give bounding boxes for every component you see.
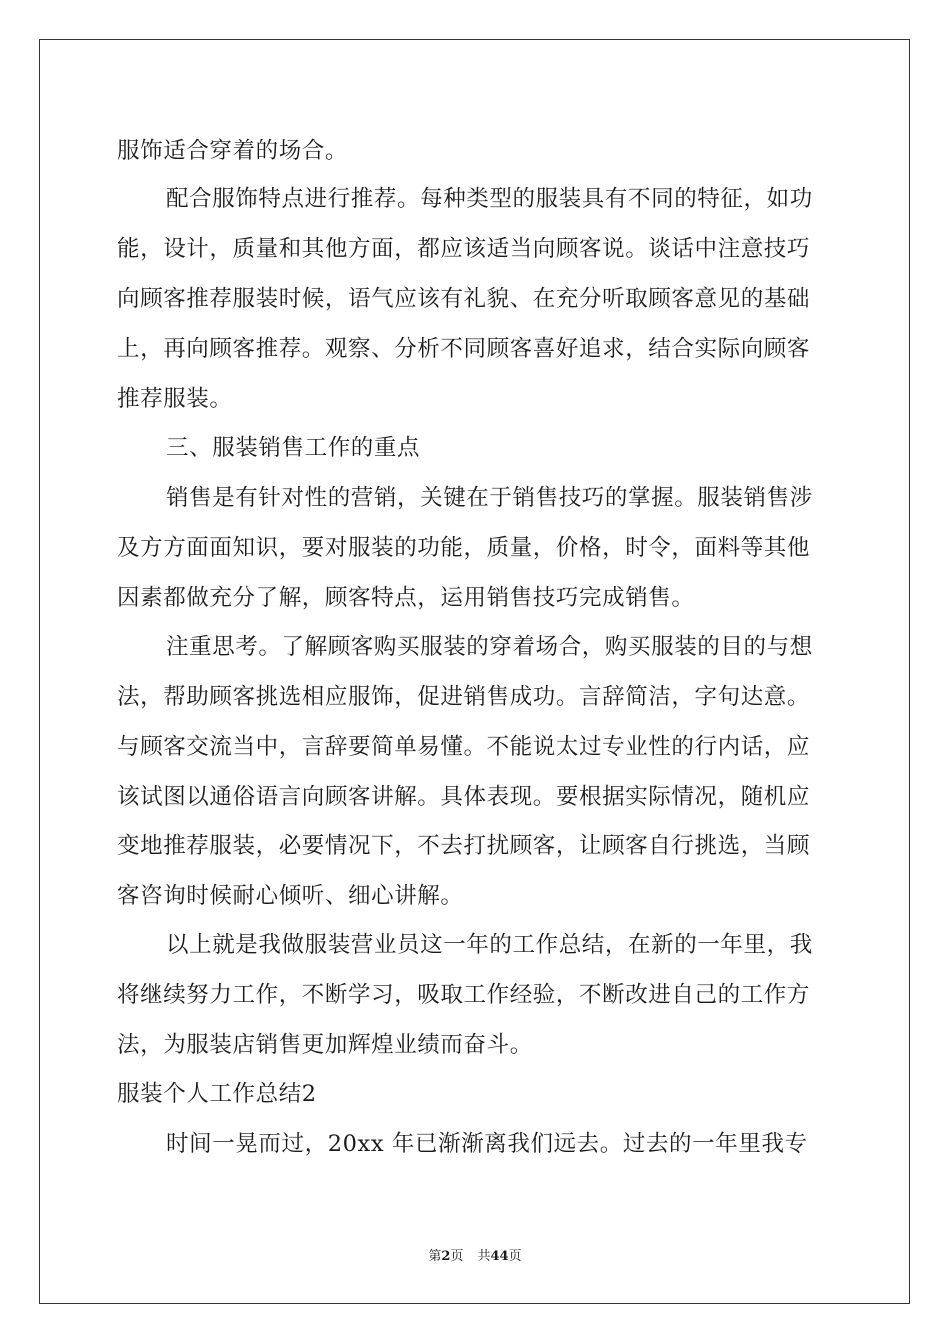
paragraph-line: 推荐服装。	[117, 386, 233, 412]
paragraph-line: 销售是有针对性的营销，关键在于销售技巧的掌握。服装销售涉	[166, 485, 813, 511]
paragraph-line: 配合服饰特点进行推荐。每种类型的服装具有不同的特征，如功	[166, 186, 813, 212]
paragraph-line: 向顾客推荐服装时候，语气应该有礼貌、在充分听取顾客意见的基础	[117, 286, 811, 312]
paragraph-line: 变地推荐服装，必要情况下，不去打扰顾客，让顾客自行挑选，当顾	[117, 833, 811, 859]
paragraph-line: 时间一晃而过，20xx 年已渐渐离我们远去。过去的一年里我专	[166, 1131, 808, 1157]
paragraph-line: 服饰适合穿着的场合。	[117, 138, 349, 164]
paragraph-line: 客咨询时候耐心倾听、细心讲解。	[117, 883, 464, 909]
paragraph-line: 上，再向顾客推荐。观察、分析不同顾客喜好追求，结合实际向顾客	[117, 336, 811, 362]
page-frame	[39, 39, 910, 1304]
paragraph-line: 与顾客交流当中，言辞要简单易懂。不能说太过专业性的行内话，应	[117, 734, 811, 760]
page-footer	[0, 1249, 950, 1265]
paragraph-line: 该试图以通俗语言向顾客讲解。具体表现。要根据实际情况，随机应	[117, 784, 811, 810]
paragraph-line: 法，帮助顾客挑选相应服饰，促进销售成功。言辞简洁，字句达意。	[117, 684, 811, 710]
paragraph-line: 法，为服装店销售更加辉煌业绩而奋斗。	[117, 1032, 533, 1058]
total-prefix: 共	[477, 1249, 491, 1264]
paragraph-line: 注重思考。了解顾客购买服装的穿着场合，购买服装的目的与想	[166, 634, 813, 660]
paragraph-line: 以上就是我做服装营业员这一年的工作总结，在新的一年里，我	[166, 932, 813, 958]
page-prefix: 第	[428, 1249, 442, 1264]
page-suffix: 页	[450, 1249, 464, 1264]
section-heading: 三、服装销售工作的重点	[166, 435, 421, 461]
document-subtitle: 服装个人工作总结2	[117, 1081, 317, 1107]
paragraph-line: 因素都做充分了解，顾客特点，运用销售技巧完成销售。	[117, 585, 695, 611]
paragraph-line: 能，设计，质量和其他方面，都应该适当向顾客说。谈话中注意技巧	[117, 236, 811, 262]
page-number: 2	[441, 1249, 451, 1264]
paragraph-line: 将继续努力工作，不断学习，吸取工作经验，不断改进自己的工作方	[117, 982, 811, 1008]
total-suffix: 页	[508, 1249, 522, 1264]
total-pages: 44	[490, 1249, 509, 1264]
paragraph-line: 及方方面面知识，要对服装的功能，质量，价格，时令，面料等其他	[117, 535, 811, 561]
